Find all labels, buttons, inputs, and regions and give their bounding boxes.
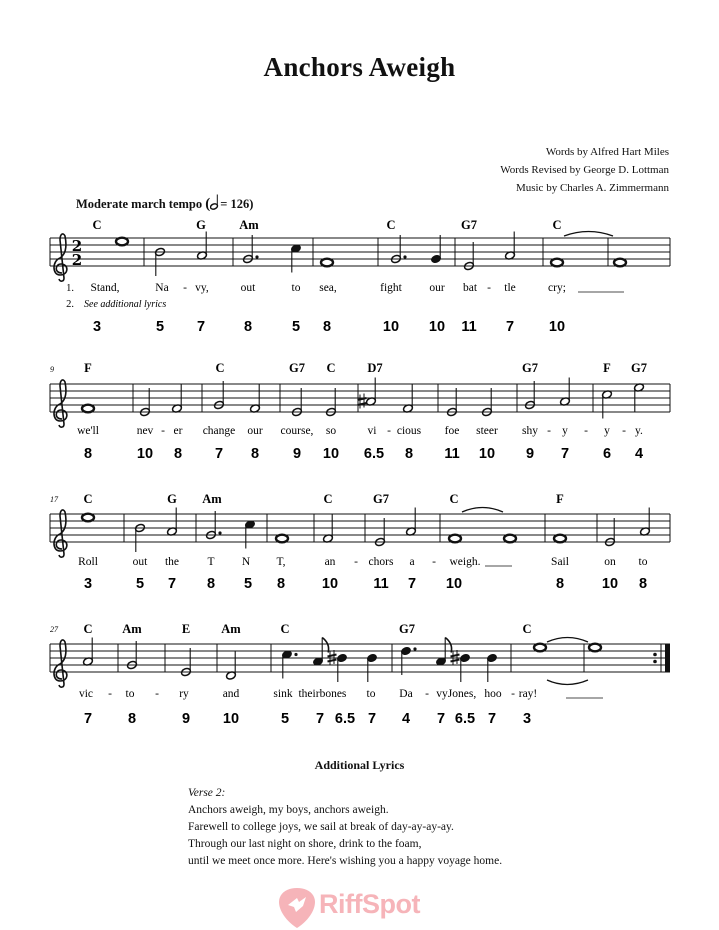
- lyric-syllable: -: [584, 425, 588, 437]
- note-value: 7: [167, 576, 177, 592]
- chord-symbol: F: [603, 361, 611, 375]
- verse-line: Farewell to college joys, we sail at break of day-ay-ay-ay.: [188, 821, 454, 833]
- staff-system: [50, 622, 670, 727]
- chord-symbol: G7: [373, 492, 389, 506]
- sharp-sign: [328, 660, 337, 662]
- lyric-syllable: vi: [367, 425, 377, 437]
- lyric-syllable: their: [298, 688, 320, 700]
- dot: [413, 647, 416, 650]
- note-value: 10: [548, 319, 566, 335]
- note-value: 5: [155, 319, 165, 335]
- chord-symbol: G: [196, 218, 206, 232]
- tie: [547, 680, 588, 685]
- composer-credit: Music by Charles A. Zimmermann: [515, 182, 669, 194]
- chord-symbol: G7: [631, 361, 647, 375]
- chord-symbol: E: [181, 622, 191, 636]
- reviser-credit: Words Revised by George D. Lottman: [500, 164, 669, 176]
- note-value: 9: [525, 446, 535, 462]
- guitar-pick-icon: [277, 886, 317, 930]
- note-value: 8: [127, 711, 137, 727]
- repeat-dot: [653, 653, 657, 657]
- chord-symbol: Am: [239, 218, 259, 232]
- lyric-syllable: Sail: [551, 556, 569, 568]
- note-value: 5: [243, 576, 253, 592]
- lyric-syllable: tle: [504, 282, 516, 294]
- lyric-syllable: course,: [280, 425, 314, 437]
- measure-number: 27: [50, 625, 58, 634]
- lyric-syllable: -: [547, 425, 551, 437]
- whole-note: [504, 535, 516, 543]
- tempo-paren-close: ): [249, 197, 254, 211]
- lyric-syllable: foe: [444, 425, 460, 437]
- dot: [255, 255, 258, 258]
- lyric-syllable: vic: [78, 688, 94, 700]
- tempo-paren-open: (: [205, 196, 211, 212]
- lyric-syllable: T,: [276, 556, 286, 568]
- lyric-syllable: so: [325, 425, 337, 437]
- lyric-syllable: out: [240, 282, 256, 294]
- lyric-syllable: y: [604, 425, 610, 437]
- lyric-syllable: -: [487, 282, 491, 294]
- final-barline: [665, 644, 670, 672]
- lyric-syllable: our: [429, 282, 445, 294]
- chord-symbol: C: [386, 218, 396, 232]
- chord-symbol: C: [522, 622, 532, 636]
- lyric-syllable: an: [324, 556, 336, 568]
- whole-note: [551, 259, 563, 267]
- song-title: Anchors Aweigh: [263, 52, 456, 82]
- lyric-syllable: sea,: [319, 282, 337, 294]
- note-value: 8: [638, 576, 648, 592]
- lyric-syllable: to: [638, 556, 648, 568]
- dot: [403, 255, 406, 258]
- note-value: 3: [522, 711, 532, 727]
- measure-number: 17: [50, 495, 58, 504]
- note-value: 11: [444, 446, 460, 462]
- lyric-syllable: hoo: [484, 688, 502, 700]
- note-value: 10: [321, 576, 339, 592]
- verse-line: Anchors aweigh, my boys, anchors aweigh.: [188, 804, 389, 816]
- chord-symbol: C: [449, 492, 459, 506]
- chord-symbol: G7: [399, 622, 415, 636]
- treble-clef-icon: [54, 234, 67, 281]
- lyric-syllable: Da: [399, 688, 413, 700]
- note-value: 8: [243, 319, 253, 335]
- note-value: 5: [280, 711, 290, 727]
- lyric-syllable: N: [241, 556, 251, 568]
- note-value: 9: [181, 711, 191, 727]
- whole-note: [614, 259, 626, 267]
- time-signature-bottom: 2: [71, 251, 83, 269]
- chord-symbol: Am: [122, 622, 142, 636]
- lyric-syllable: T: [207, 556, 215, 568]
- note-value: 10: [322, 446, 340, 462]
- verse-label: Verse 2:: [188, 787, 226, 799]
- lyric-syllable: chors: [368, 556, 394, 568]
- whole-note: [449, 535, 461, 543]
- whole-note: [321, 259, 333, 267]
- lyric-syllable: cry;: [548, 282, 566, 294]
- staff-system: [50, 218, 670, 335]
- dot: [218, 531, 221, 534]
- note-value: 10: [428, 319, 446, 335]
- note-value: 8: [322, 319, 332, 335]
- note-value: 7: [436, 711, 446, 727]
- staff-system: [50, 492, 670, 592]
- lyric-syllable: -: [354, 556, 358, 568]
- chord-symbol: C: [323, 492, 333, 506]
- note-value: 11: [461, 319, 477, 335]
- lyric-syllable: -: [425, 688, 429, 700]
- chord-symbol: C: [280, 622, 290, 636]
- riffspot-watermark: [277, 884, 447, 930]
- dot: [294, 653, 297, 656]
- repeat-dot: [653, 660, 657, 664]
- note-value: 6.5: [363, 446, 385, 462]
- whole-note: [116, 238, 128, 246]
- lyric-syllable: shy: [522, 425, 538, 437]
- note-value: 5: [135, 576, 145, 592]
- note-value: 8: [404, 446, 414, 462]
- note-value: 5: [291, 319, 301, 335]
- whole-note: [82, 514, 94, 522]
- lyric-syllable: we'll: [77, 425, 99, 437]
- whole-note: [554, 535, 566, 543]
- chord-symbol: D7: [367, 361, 383, 375]
- eighth-flag: [445, 638, 451, 653]
- chord-symbol: C: [215, 361, 225, 375]
- lyric-syllable: vy,: [195, 282, 209, 294]
- lyric-syllable: -: [161, 425, 165, 437]
- note-value: 3: [83, 576, 93, 592]
- staff-system: [50, 361, 670, 462]
- eighth-flag: [322, 638, 328, 653]
- sharp-sign: [451, 660, 460, 662]
- lyric-syllable: out: [132, 556, 148, 568]
- lyricist-credit: Words by Alfred Hart Miles: [545, 146, 669, 158]
- lyric-syllable: sink: [273, 688, 293, 700]
- chord-symbol: G7: [461, 218, 477, 232]
- sharp-sign: [328, 655, 337, 657]
- tempo-text: Moderate march tempo: [76, 197, 203, 211]
- lyric-syllable: -: [387, 425, 391, 437]
- chord-symbol: F: [84, 361, 92, 375]
- lyric-syllable: Na: [155, 282, 169, 294]
- lyric-syllable: ry: [179, 688, 189, 700]
- note-value: 7: [367, 711, 377, 727]
- note-value: 7: [214, 446, 224, 462]
- treble-clef-icon: [54, 640, 67, 687]
- chord-symbol: C: [326, 361, 336, 375]
- lyric-syllable: and: [222, 688, 240, 700]
- lyric-syllable: bat: [462, 282, 478, 294]
- time-signature-top: 2: [71, 237, 83, 255]
- lyric-syllable: change: [202, 425, 236, 437]
- note-value: 8: [83, 446, 93, 462]
- note-value: 8: [250, 446, 260, 462]
- lyric-syllable: -: [622, 425, 626, 437]
- note-value: 11: [373, 576, 389, 592]
- note-value: 7: [505, 319, 515, 335]
- note-value: 7: [196, 319, 206, 335]
- chord-symbol: C: [552, 218, 562, 232]
- lyric-syllable: vy: [436, 688, 448, 700]
- note-value: 4: [401, 711, 411, 727]
- lyric-syllable: -: [108, 688, 112, 700]
- chord-symbol: Am: [202, 492, 222, 506]
- brand-name: RiffSpot: [319, 889, 420, 919]
- verse-line: Through our last night on shore, drink to the foam,: [188, 838, 422, 850]
- tempo-bpm: = 126: [220, 197, 250, 211]
- treble-clef-icon: [54, 380, 67, 427]
- note-value: 7: [83, 711, 93, 727]
- note-value: 8: [276, 576, 286, 592]
- lyric-syllable: the: [164, 556, 180, 568]
- note-value: 10: [478, 446, 496, 462]
- lyric-syllable: -: [511, 688, 515, 700]
- lyric-syllable: y: [562, 425, 568, 437]
- chord-symbol: G7: [289, 361, 305, 375]
- lyric-syllable: -: [183, 282, 187, 294]
- note-value: 10: [136, 446, 154, 462]
- lyric-syllable: fight: [380, 282, 402, 294]
- tie: [547, 638, 588, 643]
- treble-clef-icon: [54, 510, 67, 557]
- lyric-syllable: bones: [319, 688, 347, 700]
- tie: [462, 508, 503, 513]
- lyric-syllable: -: [155, 688, 159, 700]
- whole-note: [534, 644, 546, 652]
- lyric-syllable: weigh.: [449, 556, 481, 568]
- note-value: 8: [206, 576, 216, 592]
- lyric-syllable: on: [604, 556, 616, 568]
- tie: [564, 232, 613, 237]
- chord-symbol: G7: [522, 361, 538, 375]
- see-additional-lyrics: See additional lyrics: [84, 299, 167, 310]
- note-value: 10: [601, 576, 619, 592]
- measure-number: 9: [50, 365, 54, 374]
- whole-note: [589, 644, 601, 652]
- lyric-syllable: to: [291, 282, 301, 294]
- lyric-syllable: our: [247, 425, 263, 437]
- lyric-syllable: -: [432, 556, 436, 568]
- whole-note: [82, 405, 94, 413]
- note-value: 6.5: [334, 711, 356, 727]
- additional-lyrics-verse: [188, 785, 502, 870]
- note-value: 4: [634, 446, 644, 462]
- note-value: 8: [173, 446, 183, 462]
- note-value: 10: [222, 711, 240, 727]
- note-value: 10: [382, 319, 400, 335]
- lyric-syllable: Roll: [78, 556, 98, 568]
- chord-symbol: F: [556, 492, 564, 506]
- chord-symbol: C: [83, 492, 93, 506]
- lyric-syllable: nev: [136, 425, 154, 437]
- note-value: 6.5: [454, 711, 476, 727]
- note-value: 7: [560, 446, 570, 462]
- note-value: 7: [315, 711, 325, 727]
- verse-number: 2.: [66, 299, 74, 310]
- lyric-syllable: Stand,: [90, 282, 120, 294]
- lyric-syllable: y.: [635, 425, 643, 437]
- chord-symbol: Am: [221, 622, 241, 636]
- lyric-syllable: a: [409, 556, 415, 568]
- note-value: 7: [407, 576, 417, 592]
- note-value: 8: [555, 576, 565, 592]
- note-value: 9: [292, 446, 302, 462]
- note-value: 6: [602, 446, 612, 462]
- verse-number: 1.: [66, 283, 74, 294]
- chord-symbol: C: [83, 622, 93, 636]
- lyric-syllable: er: [173, 425, 183, 437]
- whole-note: [276, 535, 288, 543]
- lyric-syllable: Jones,: [447, 688, 477, 700]
- lyric-syllable: cious: [396, 425, 422, 437]
- chord-symbol: C: [92, 218, 102, 232]
- lyric-syllable: to: [125, 688, 135, 700]
- note-value: 7: [487, 711, 497, 727]
- note-value: 3: [92, 319, 102, 335]
- note-value: 10: [445, 576, 463, 592]
- chord-symbol: G: [167, 492, 177, 506]
- lyric-syllable: ray!: [518, 688, 538, 700]
- lyric-syllable: to: [366, 688, 376, 700]
- additional-lyrics-title: Additional Lyrics: [314, 758, 405, 772]
- verse-line: until we meet once more. Here's wishing you a happy voyage home.: [188, 855, 503, 867]
- sharp-sign: [451, 655, 460, 657]
- lyric-syllable: steer: [476, 425, 498, 437]
